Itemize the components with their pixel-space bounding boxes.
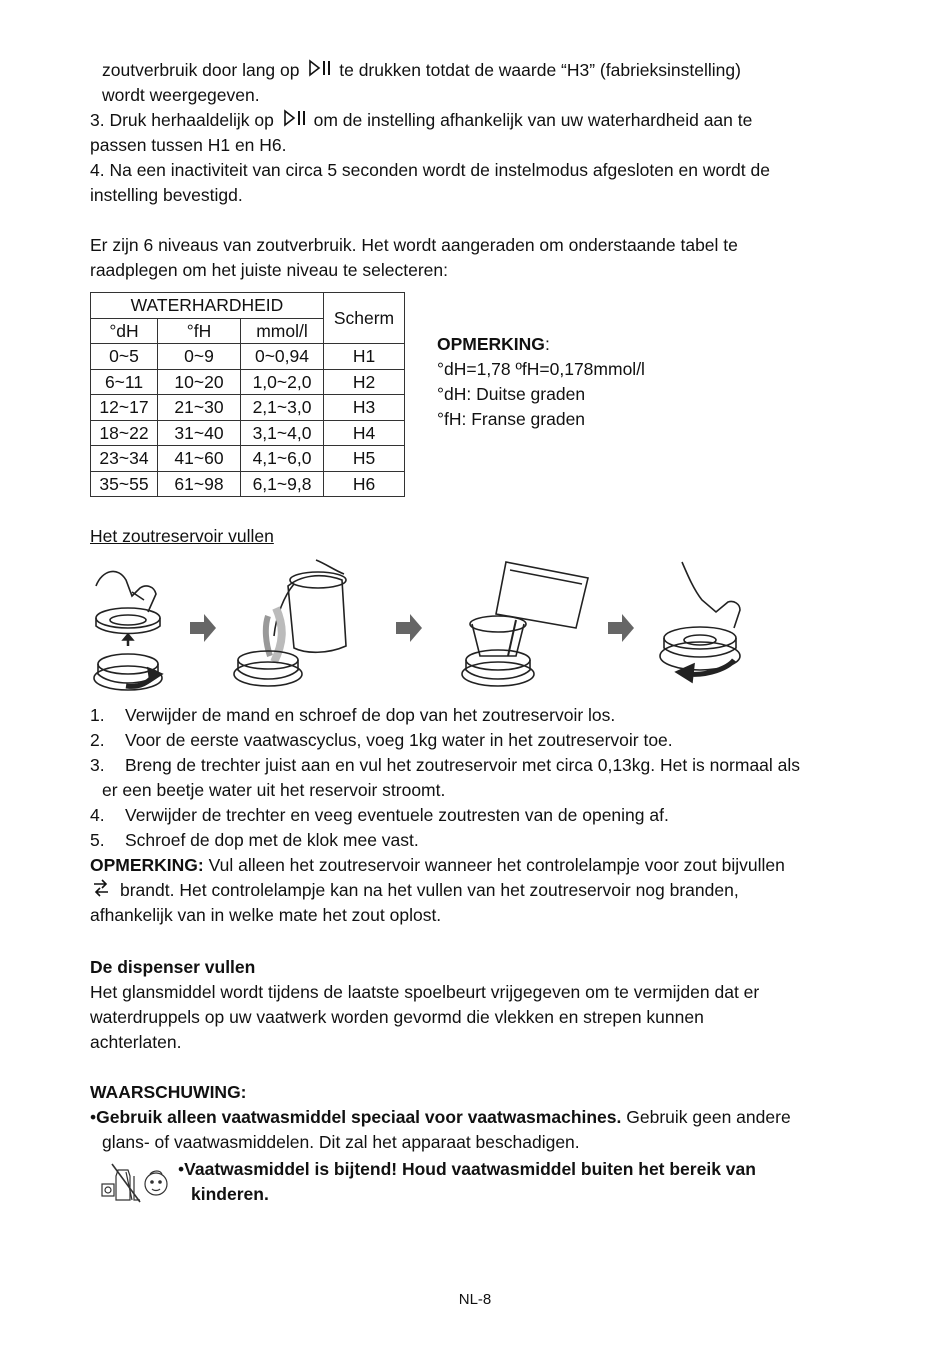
note-title-line (437, 332, 645, 357)
step-text: Voor de eerste vaatwascyclus, voeg 1kg water in het zoutreservoir toe. (125, 730, 673, 750)
table-cell: 6,1~9,8 (241, 471, 324, 497)
table-cell: H4 (324, 420, 405, 446)
step-text: Verwijder de mand en schroef de dop van het zoutreservoir los. (125, 705, 616, 725)
table-cell: H1 (324, 344, 405, 370)
table-cell: 61~98 (158, 471, 241, 497)
warning-bullet-1-line-2: glans- of vaatwasmiddelen. Dit zal het apparaat beschadigen. (102, 1132, 580, 1152)
dispenser-line: Het glansmiddel wordt tijdens de laatste spoelbeurt vrijgegeven om te vermijden dat er (90, 982, 760, 1002)
step-3-text-b: om de instelling afhankelijk van uw waterhardheid aan te (313, 110, 753, 130)
warning-text: Gebruik geen andere (621, 1107, 791, 1127)
hardness-note (437, 332, 645, 432)
table-row (91, 344, 405, 370)
intro-text-b: te drukken totdat de waarde “H3” (fabrieksinstelling) (339, 60, 741, 80)
list-item (90, 728, 870, 753)
table-cell: H5 (324, 446, 405, 472)
table-cell: 4,1~6,0 (241, 446, 324, 472)
table-cell: 0~0,94 (241, 344, 324, 370)
levels-line-2: raadplegen om het juiste niveau te selecteren: (90, 260, 449, 280)
list-item (90, 828, 870, 853)
list-item (90, 703, 870, 728)
warning-bold-text: Vaatwasmiddel is bijtend! Houd vaatwasmiddel buiten het bereik van (184, 1159, 756, 1179)
note-line: °dH: Duitse graden (437, 384, 586, 404)
table-screen-header: Scherm (324, 293, 405, 344)
note-title: OPMERKING (437, 334, 545, 354)
note-line: °dH=1,78 ºfH=0,178mmol/l (437, 359, 645, 379)
table-group-header: WATERHARDHEID (91, 293, 324, 319)
step-number: 4. (90, 805, 105, 825)
table-cell: 41~60 (158, 446, 241, 472)
intro-text-a: zoutverbruik door lang op (102, 60, 300, 80)
table-cell: 18~22 (91, 420, 158, 446)
screw-cap-illustration (660, 562, 740, 682)
step-number: 1. (90, 705, 105, 725)
table-row (91, 446, 405, 472)
table-cell: H2 (324, 369, 405, 395)
table-cell: 10~20 (158, 369, 241, 395)
warning-bullet-1 (90, 1105, 860, 1130)
page-number: NL-8 (458, 1291, 492, 1308)
table-row (91, 420, 405, 446)
dispenser-line: achterlaten. (90, 1032, 182, 1052)
step-4-line: 4. Na een inactiviteit van circa 5 seconden wordt de instelmodus afgesloten en wordt de (90, 160, 770, 180)
keep-away-from-children-icon (100, 1162, 170, 1204)
table-cell: 1,0~2,0 (241, 369, 324, 395)
step-text: Verwijder de trechter en veeg eventuele zoutresten van de opening af. (125, 805, 669, 825)
step-text: Breng de trechter juist aan en vul het zoutreservoir met circa 0,13kg. Het is normaal als (125, 755, 801, 775)
list-item (90, 753, 870, 778)
table-row (91, 471, 405, 497)
step-number: 3. (90, 755, 105, 775)
intro-line-1 (90, 58, 860, 83)
levels-line-1: Er zijn 6 niveaus van zoutverbruik. Het wordt aangeraden om onderstaande tabel te (90, 235, 738, 255)
step-3-line (90, 108, 860, 133)
warning-bullet-2-line-2: kinderen. (191, 1184, 269, 1204)
table-row (91, 369, 405, 395)
dispenser-heading: De dispenser vullen (90, 957, 256, 977)
table-cell: H6 (324, 471, 405, 497)
warning-bullet-2 (178, 1157, 860, 1182)
salt-steps-list (90, 703, 870, 853)
step-3-text-a: 3. Druk herhaaldelijk op (90, 110, 274, 130)
table-col-header: mmol/l (241, 318, 324, 344)
play-pause-icon (304, 58, 334, 78)
step-text: er een beetje water uit het reservoir stroomt. (102, 780, 446, 800)
table-cell: 23~34 (91, 446, 158, 472)
table-cell: 21~30 (158, 395, 241, 421)
step-number: 5. (90, 830, 105, 850)
table-cell: 31~40 (158, 420, 241, 446)
step-4-line-2: instelling bevestigd. (90, 185, 243, 205)
note-line: °fH: Franse graden (437, 409, 586, 429)
table-cell: 2,1~3,0 (241, 395, 324, 421)
table-row (91, 395, 405, 421)
list-item (90, 778, 870, 803)
salt-section-heading: Het zoutreservoir vullen (90, 526, 274, 546)
warning-bold-text: Gebruik alleen vaatwasmiddel speciaal voor vaatwasmachines. (96, 1107, 622, 1127)
step-number: 2. (90, 730, 105, 750)
step-text: Schroef de dop met de klok mee vast. (125, 830, 419, 850)
table-col-header: °fH (158, 318, 241, 344)
salt-refill-indicator-icon (90, 878, 112, 898)
step-number (90, 778, 102, 803)
add-water-illustration (234, 560, 346, 686)
salt-remark-line-1 (90, 853, 860, 878)
remark-text: Vul alleen het zoutreservoir wanneer het controlelampje voor zout bijvullen (203, 855, 785, 875)
salt-remark-line-3: afhankelijk van in welke mate het zout oplost. (90, 905, 442, 925)
table-cell: 0~9 (158, 344, 241, 370)
intro-line-2: wordt weergegeven. (102, 85, 260, 105)
add-salt-illustration (462, 562, 588, 686)
table-cell: H3 (324, 395, 405, 421)
remark-text: brandt. Het controlelampje kan na het vullen van het zoutreservoir nog branden, (120, 880, 739, 900)
dispenser-line: waterdruppels op uw vaatwerk worden gevormd die vlekken en strepen kunnen (90, 1007, 704, 1027)
table-cell: 3,1~4,0 (241, 420, 324, 446)
list-item (90, 803, 870, 828)
table-cell: 6~11 (91, 369, 158, 395)
table-cell: 12~17 (91, 395, 158, 421)
warning-heading: WAARSCHUWING: (90, 1082, 247, 1102)
note-colon: : (544, 334, 550, 354)
water-hardness-table (90, 292, 405, 497)
table-col-header: °dH (91, 318, 158, 344)
salt-remark-line-2 (90, 878, 860, 903)
table-cell: 35~55 (91, 471, 158, 497)
bullet-icon: • (178, 1159, 185, 1179)
unscrew-cap-illustration (94, 571, 162, 690)
salt-filling-illustration (88, 556, 848, 696)
remark-label: OPMERKING: (90, 855, 204, 875)
play-pause-icon (279, 108, 309, 128)
step-3-line-2: passen tussen H1 en H6. (90, 135, 287, 155)
table-cell: 0~5 (91, 344, 158, 370)
bullet-icon: • (90, 1107, 97, 1127)
